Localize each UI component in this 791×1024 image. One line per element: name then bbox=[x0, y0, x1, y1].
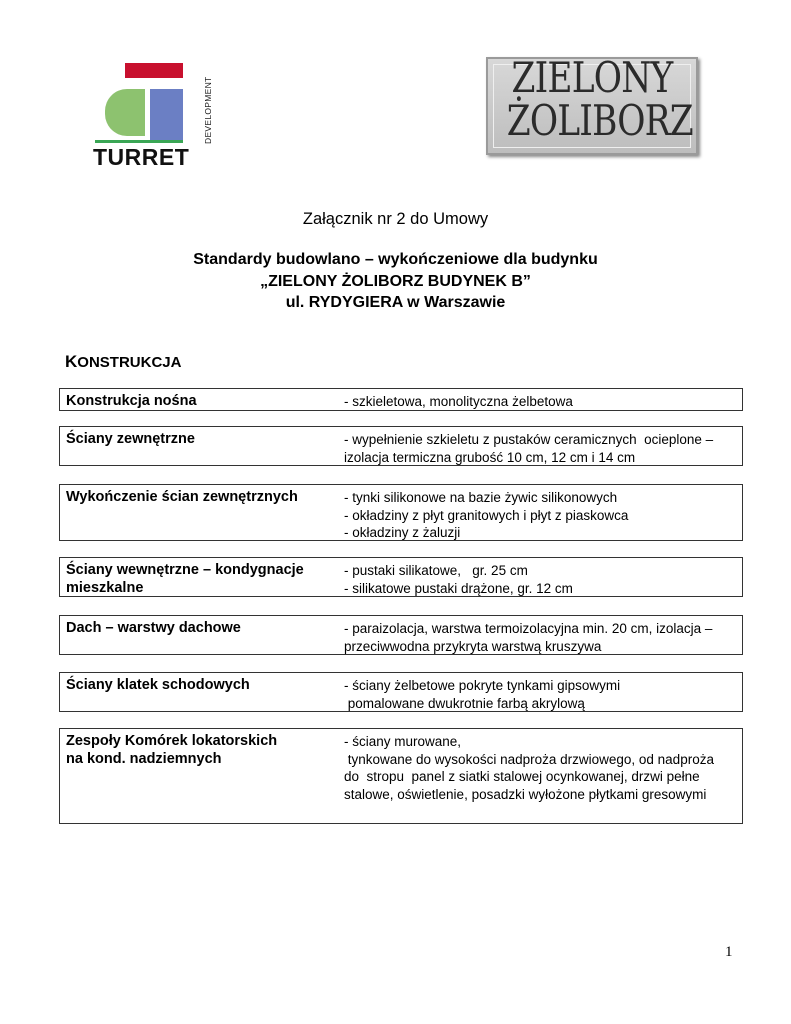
spec-value-line: - silikatowe pustaki drążone, gr. 12 cm bbox=[344, 580, 573, 596]
spec-row-value bbox=[344, 733, 739, 803]
annex-title: Załącznik nr 2 do Umowy bbox=[302, 210, 489, 228]
spec-value-line: do stropu panel z siatki stalowej ocynkowanej, drzwi pełne bbox=[344, 769, 700, 784]
doc-title-line-3: ul. RYDYGIERA w Warszawie bbox=[285, 294, 506, 311]
spec-row bbox=[59, 557, 743, 597]
spec-row bbox=[59, 615, 743, 655]
turret-wordmark: TURRET bbox=[93, 144, 190, 170]
spec-value-line: przeciwwodna przykryta warstwą kruszywa bbox=[344, 638, 602, 654]
spec-row-label: Dach – warstwy dachowe bbox=[66, 620, 241, 636]
spec-value-line: - wypełnienie szkieletu z pustaków ceramicznych ocieplone – bbox=[344, 432, 714, 447]
section-heading-cap: K bbox=[65, 352, 78, 371]
spec-row-label: Ściany klatek schodowych bbox=[66, 677, 250, 693]
logo-line-2: ŻOLIBORZ bbox=[506, 96, 693, 145]
spec-value-line: izolacja termiczna grubość 10 cm, 12 cm i 14 cm bbox=[344, 449, 636, 465]
spec-row bbox=[59, 388, 743, 411]
spec-value-line: - tynki silikonowe na bazie żywic silikonowych bbox=[344, 490, 618, 505]
section-heading-rest: ONSTRUKCJA bbox=[77, 354, 182, 371]
logo-leaf-shape bbox=[105, 89, 145, 136]
spec-value-line: - paraizolacja, warstwa termoizolacyjna min. 20 cm, izolacja – bbox=[344, 621, 713, 636]
logo-line-1: ZIELONY bbox=[511, 53, 673, 102]
spec-value-line: - ściany murowane, bbox=[344, 734, 462, 749]
spec-row-label: Konstrukcja nośna bbox=[66, 393, 197, 409]
spec-value-line: - pustaki silikatowe, gr. 25 cm bbox=[344, 563, 528, 578]
spec-value-line: tynkowane do wysokości nadproża drzwiowego, od nadproża bbox=[344, 751, 714, 767]
spec-row-value bbox=[344, 489, 739, 542]
spec-row bbox=[59, 484, 743, 541]
spec-value-line: - ściany żelbetowe pokryte tynkami gipsowymi bbox=[344, 678, 621, 693]
spec-value-line: - okładziny z płyt granitowych i płyt z piaskowca bbox=[344, 507, 629, 523]
spec-row-value bbox=[344, 393, 739, 411]
spec-row-label: Ściany wewnętrzne – kondygnacje mieszkalne bbox=[66, 562, 304, 596]
spec-row-value bbox=[344, 677, 739, 712]
spec-row-value bbox=[344, 562, 739, 597]
spec-row bbox=[59, 672, 743, 712]
spec-row bbox=[59, 728, 743, 824]
spec-row bbox=[59, 426, 743, 466]
spec-row-value bbox=[344, 620, 739, 655]
turret-logo bbox=[93, 60, 213, 175]
page-number: 1 bbox=[725, 944, 733, 960]
section-heading bbox=[65, 352, 181, 372]
spec-row-label: Zespoły Komórek lokatorskich na kond. nadziemnych bbox=[66, 733, 278, 767]
spec-value-line: - okładziny z żaluzji bbox=[344, 525, 461, 540]
logo-red-bar bbox=[125, 63, 183, 78]
spec-row-label: Ściany zewnętrzne bbox=[66, 431, 195, 447]
zielony-zoliborz-logo bbox=[486, 53, 698, 155]
logo-blue-bar bbox=[150, 89, 183, 143]
spec-row-value bbox=[344, 431, 739, 466]
doc-title-line-2: „ZIELONY ŻOLIBORZ BUDYNEK B” bbox=[260, 273, 531, 290]
doc-title-line-1: Standardy budowlano – wykończeniowe dla budynku bbox=[193, 251, 598, 268]
spec-row-label: Wykończenie ścian zewnętrznych bbox=[66, 489, 298, 505]
development-label: DEVELOPMENT bbox=[203, 76, 213, 144]
spec-value-line: pomalowane dwukrotnie farbą akrylową bbox=[344, 695, 585, 711]
spec-value-line: - szkieletowa, monolityczna żelbetowa bbox=[344, 394, 573, 409]
logo-underline bbox=[95, 140, 183, 143]
spec-value-line: stalowe, oświetlenie, posadzki wyłożone płytkami gresowymi bbox=[344, 786, 707, 802]
